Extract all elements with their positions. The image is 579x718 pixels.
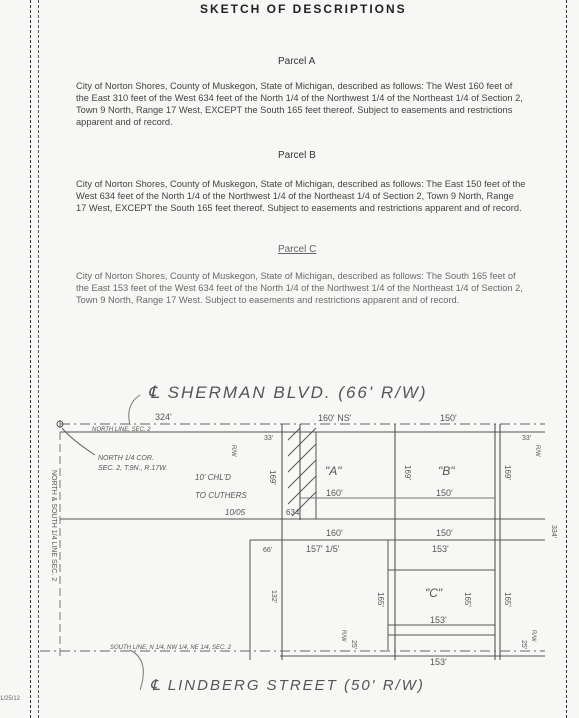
dim-150-mid: 150' <box>436 488 453 498</box>
parcel-a-label: "A" <box>325 464 342 478</box>
dim-334: 334' <box>550 525 557 539</box>
dim-33-left: 33' <box>264 435 274 442</box>
dim-160-mid: 160' <box>326 488 343 498</box>
dim-33-right: 33' <box>522 435 532 442</box>
dim-324: 324' <box>155 412 172 422</box>
corner-note-line-2: SEC. 2, T.9N., R.17W. <box>98 465 168 472</box>
road-south-label: ℄ LINDBERG STREET (50' R/W) <box>150 677 425 694</box>
parcel-c-heading: Parcel C <box>278 244 317 255</box>
parcel-a-heading: Parcel A <box>278 56 316 67</box>
dim-150-low: 150' <box>436 528 453 538</box>
parcel-b-label: "B" <box>438 464 455 478</box>
dim-169-c: 169' <box>268 470 277 485</box>
dim-66: 66' <box>263 547 273 554</box>
dim-157: 157' 1/5' <box>306 544 340 554</box>
parcel-b-heading: Parcel B <box>278 150 316 161</box>
dim-634: 634' <box>286 508 301 517</box>
hand-note-2: TO CUTHERS <box>195 491 247 500</box>
dim-153-mid: 153' <box>430 615 447 625</box>
rw-label-c: R/W <box>340 630 346 642</box>
print-stamp: 1/25/12 <box>0 696 21 702</box>
dim-25-right: 25' <box>520 640 527 650</box>
dim-160-low: 160' <box>326 528 343 538</box>
rw-label-a: R/W <box>230 445 236 457</box>
parcel-b-text: City of Norton Shores, County of Muskegon, State of Michigan, described as follows: The East 150 feet of the West 634 feet of the North 1/4 of the Northwest 1/4 of the Northeast 1/4 of Section 2, Town 9 North, Range 17 West, EXCEPT the South 165 feet thereof. Subject to easements and restrictions apparent and of record. <box>76 179 526 213</box>
dim-153-top: 153' <box>432 544 449 554</box>
rw-label-b: R/W <box>534 445 540 457</box>
dim-132: 132' <box>270 590 277 604</box>
hand-note-3: 10/05 <box>225 508 246 517</box>
north-line-label: NORTH LINE, SEC. 2 <box>92 427 151 433</box>
parcel-c-text: City of Norton Shores, County of Muskegon, State of Michigan, described as follows: The South 165 feet of the East 153 feet of the West 634 feet of the North 1/4 of the Northwest 1/4 of the Northeast 1/4 of Section 2, Town 9 North, Range 17 West. Subject to easements and restrictions apparent and of record. <box>76 271 523 305</box>
rw-label-d: R/W <box>530 630 536 642</box>
parcel-a-text: City of Norton Shores, County of Muskegon, State of Michigan, described as follows: The West 160 feet of the East 310 feet of the West 634 feet of the North 1/4 of the Northwest 1/4 of the Northeast 1/4 of Section 2, Town 9 North, Range 17 West, EXCEPT the South 165 feet thereof. Subject to easements and restrictions apparent and of record. <box>76 81 523 127</box>
south-line-label: SOUTH LINE, N 1/4, NW 1/4, NE 1/4, SEC. 2 <box>110 645 232 651</box>
parcel-c-label: "C" <box>425 586 443 600</box>
dim-165-mid: 165' <box>463 592 472 607</box>
hand-note-1: 10' CHL'D <box>195 473 231 482</box>
corner-note-line-1: NORTH 1/4 COR. <box>98 455 154 462</box>
dim-150-top: 150' <box>440 413 457 423</box>
document-title: SKETCH OF DESCRIPTIONS <box>200 2 407 16</box>
dim-25-left: 25' <box>350 640 357 650</box>
dim-169-b: 169' <box>503 465 512 480</box>
road-north-label: ℄ SHERMAN BLVD. (66' R/W) <box>148 383 428 402</box>
dim-165-left: 165' <box>376 592 385 607</box>
west-line-label: NORTH & SOUTH 1/4 LINE SEC. 2 <box>50 470 57 582</box>
dim-165-right: 165' <box>503 592 512 607</box>
dim-160-top: 160' NS' <box>318 413 352 423</box>
dim-169-a: 169' <box>403 465 412 480</box>
dim-153-bot: 153' <box>430 657 447 667</box>
